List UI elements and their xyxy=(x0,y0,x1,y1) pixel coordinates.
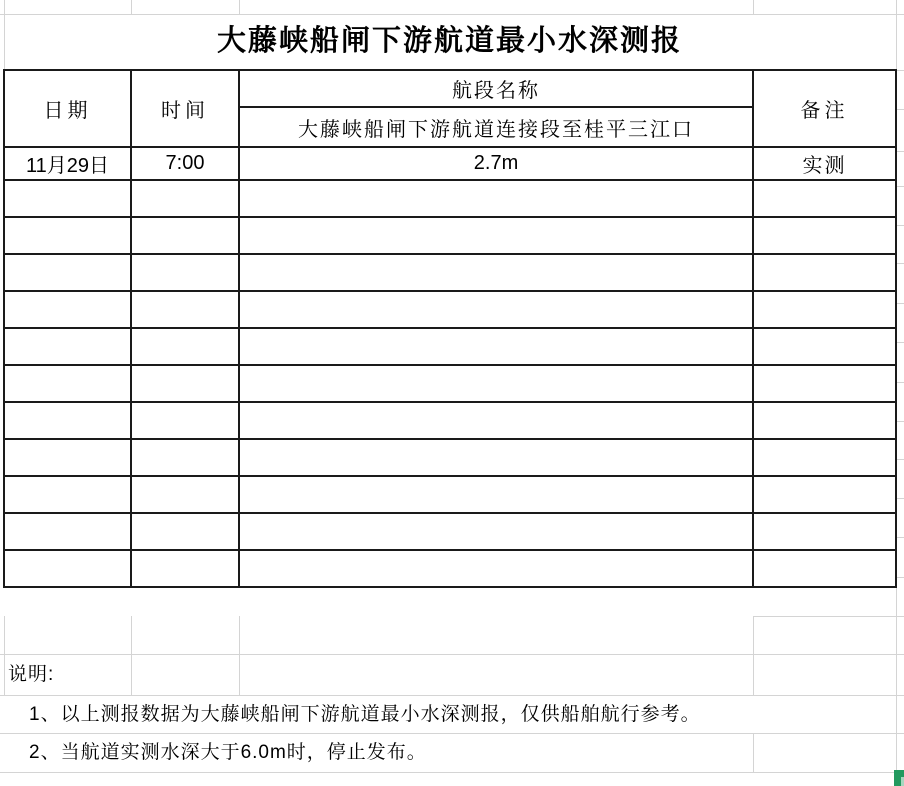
empty-row xyxy=(4,291,896,328)
empty-cell[interactable] xyxy=(239,217,753,254)
header-time[interactable]: 时间 xyxy=(131,70,239,147)
empty-cell[interactable] xyxy=(753,180,896,217)
cell-remark[interactable]: 实测 xyxy=(753,147,896,180)
empty-cell[interactable] xyxy=(239,550,753,587)
empty-cell[interactable] xyxy=(239,476,753,513)
empty-cell[interactable] xyxy=(131,439,239,476)
gridline xyxy=(896,537,904,538)
gridline xyxy=(896,459,904,460)
data-row xyxy=(4,147,896,180)
empty-cell-unbordered[interactable] xyxy=(753,550,896,587)
cell-depth[interactable]: 2.7m xyxy=(239,147,753,180)
gridline xyxy=(753,733,754,772)
empty-cell[interactable] xyxy=(753,217,896,254)
gridline xyxy=(896,109,904,110)
gridline xyxy=(896,303,904,304)
gridline xyxy=(239,0,240,14)
header-segment[interactable]: 航段名称 xyxy=(239,70,753,107)
header-remark[interactable]: 备注 xyxy=(753,70,896,147)
empty-cell[interactable] xyxy=(239,254,753,291)
empty-row xyxy=(4,513,896,550)
empty-cell[interactable] xyxy=(753,254,896,291)
empty-row xyxy=(4,476,896,513)
empty-cell[interactable] xyxy=(131,217,239,254)
empty-row xyxy=(4,217,896,254)
gridline xyxy=(896,342,904,343)
gridline xyxy=(131,616,132,695)
empty-cell[interactable] xyxy=(4,439,131,476)
header-segment-name[interactable]: 大藤峡船闸下游航道连接段至桂平三江口 xyxy=(239,107,753,147)
empty-cell[interactable] xyxy=(4,550,131,587)
empty-row-last xyxy=(4,550,896,587)
empty-cell[interactable] xyxy=(4,476,131,513)
gridline xyxy=(753,616,754,695)
empty-row xyxy=(4,365,896,402)
note-line-1[interactable]: 1、以上测报数据为大藤峡船闸下游航道最小水深测报，仅供船舶航行参考。 xyxy=(29,704,701,725)
empty-cell[interactable] xyxy=(239,328,753,365)
gridline xyxy=(896,498,904,499)
empty-cell[interactable] xyxy=(753,402,896,439)
gridline xyxy=(4,616,5,695)
header-date[interactable]: 日期 xyxy=(4,70,131,147)
notes-label[interactable]: 说明: xyxy=(8,664,55,685)
empty-cell[interactable] xyxy=(753,439,896,476)
gridline xyxy=(896,382,904,383)
empty-cell[interactable] xyxy=(131,476,239,513)
empty-cell[interactable] xyxy=(4,402,131,439)
gridline xyxy=(753,0,754,14)
empty-cell[interactable] xyxy=(4,328,131,365)
empty-cell[interactable] xyxy=(239,439,753,476)
empty-cell[interactable] xyxy=(4,180,131,217)
report-title[interactable]: 大藤峡船闸下游航道最小水深测报 xyxy=(216,25,682,57)
empty-cell[interactable] xyxy=(239,402,753,439)
empty-row xyxy=(4,180,896,217)
empty-cell[interactable] xyxy=(131,328,239,365)
empty-cell[interactable] xyxy=(4,513,131,550)
gridline xyxy=(896,577,904,578)
gridline xyxy=(0,772,896,773)
report-table xyxy=(3,69,897,588)
empty-cell[interactable] xyxy=(131,402,239,439)
selection-corner xyxy=(894,770,904,786)
gridline xyxy=(131,0,132,14)
empty-cell[interactable] xyxy=(753,328,896,365)
cell-time[interactable]: 7:00 xyxy=(131,147,239,180)
empty-row xyxy=(4,254,896,291)
gridline xyxy=(896,577,897,772)
gridline xyxy=(753,616,904,617)
empty-cell[interactable] xyxy=(131,365,239,402)
gridline xyxy=(896,421,904,422)
empty-cell[interactable] xyxy=(131,550,239,587)
empty-cell[interactable] xyxy=(4,217,131,254)
empty-row xyxy=(4,402,896,439)
empty-row xyxy=(4,439,896,476)
empty-cell[interactable] xyxy=(4,254,131,291)
empty-cell[interactable] xyxy=(753,291,896,328)
gridline xyxy=(896,70,904,71)
empty-cell[interactable] xyxy=(753,476,896,513)
gridline xyxy=(896,225,904,226)
empty-cell[interactable] xyxy=(4,365,131,402)
empty-cell[interactable] xyxy=(239,365,753,402)
gridline xyxy=(896,263,904,264)
empty-cell[interactable] xyxy=(131,180,239,217)
header-row-1 xyxy=(4,70,896,107)
empty-cell[interactable] xyxy=(131,513,239,550)
gridline xyxy=(896,186,904,187)
empty-cell[interactable] xyxy=(4,291,131,328)
gridline xyxy=(896,0,897,70)
gridline xyxy=(239,616,240,695)
gridline xyxy=(896,151,904,152)
empty-row xyxy=(4,328,896,365)
note-line-2[interactable]: 2、当航道实测水深大于6.0m时，停止发布。 xyxy=(29,742,427,763)
gridline xyxy=(0,654,904,655)
empty-cell[interactable] xyxy=(239,513,753,550)
empty-cell[interactable] xyxy=(753,365,896,402)
empty-cell[interactable] xyxy=(753,513,896,550)
empty-cell[interactable] xyxy=(131,291,239,328)
empty-cell[interactable] xyxy=(239,291,753,328)
cell-date[interactable]: 11月29日 xyxy=(4,147,131,180)
empty-cell[interactable] xyxy=(239,180,753,217)
empty-cell[interactable] xyxy=(131,254,239,291)
